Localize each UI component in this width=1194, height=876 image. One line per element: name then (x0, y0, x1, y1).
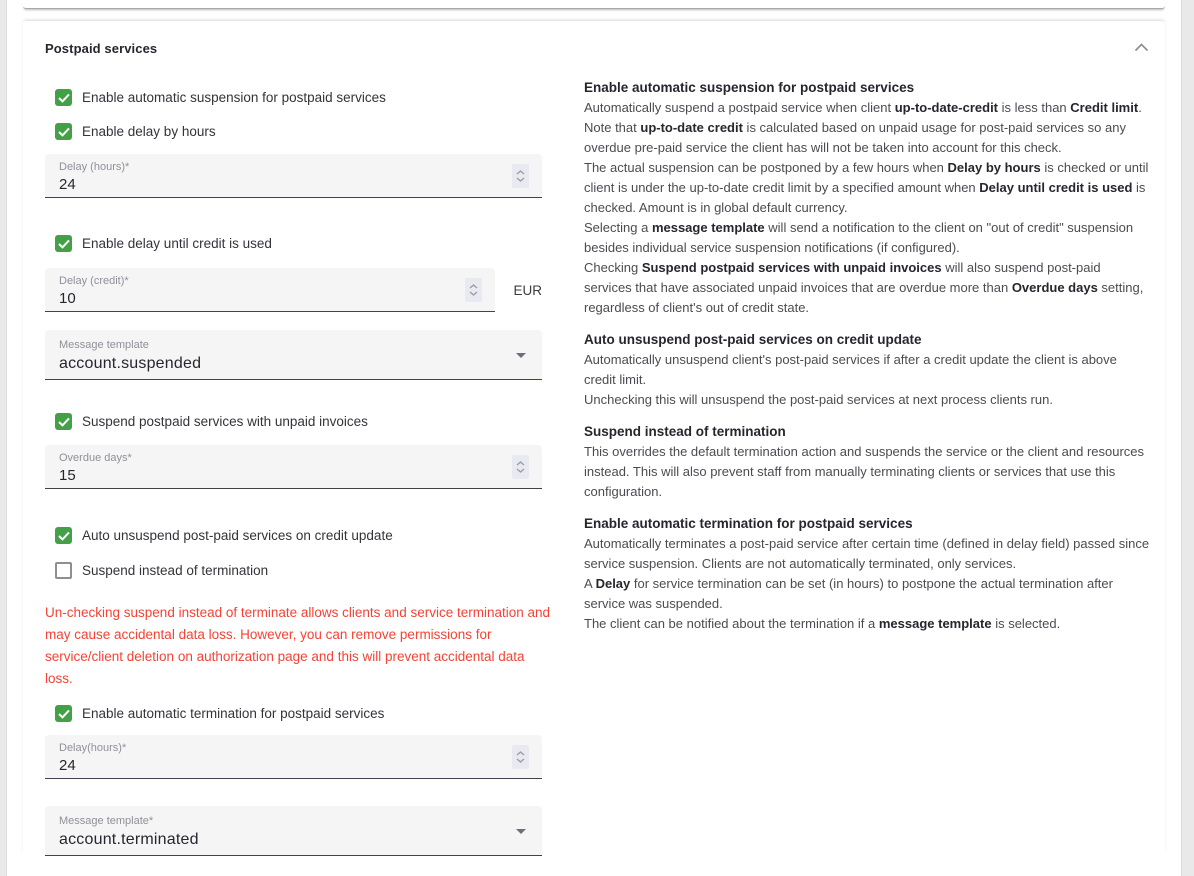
help-paragraph: The client can be notified about the termination if a message template is selected. (584, 616, 1061, 631)
number-stepper[interactable] (465, 278, 482, 302)
checkbox-enable-delay-by-hours[interactable] (45, 123, 542, 140)
checkbox-suspend-instead-of-termination[interactable] (45, 562, 542, 579)
checkbox-suspend-with-unpaid-invoices[interactable] (45, 413, 542, 430)
termination-delay-hours-field[interactable] (45, 735, 542, 779)
delay-hours-field[interactable] (45, 154, 542, 198)
checkbox-enable-auto-termination[interactable] (45, 705, 542, 722)
panel-header[interactable] (23, 21, 1165, 56)
help-paragraph: Checking Suspend postpaid services with unpaid invoices will also suspend post-paid services that have associated unpaid invoices that are overdue more than Overdue days setting, regardless of client's out of credit state. (584, 260, 1144, 315)
checkbox-label: Enable delay by hours (82, 124, 216, 139)
help-heading: Enable automatic termination for postpaid services (584, 516, 913, 531)
field-label: Overdue days* (59, 452, 132, 464)
panel-gap (7, 9, 1181, 21)
checkbox-label: Enable delay until credit is used (82, 236, 272, 251)
number-stepper[interactable] (512, 745, 529, 769)
help-paragraph: Selecting a message template will send a notification to the client on "out of credit" suspension besides individual service suspension notifications (if configured). (584, 220, 1134, 255)
help-heading: Suspend instead of termination (584, 424, 786, 439)
checkbox-label: Suspend instead of termination (82, 563, 269, 578)
panel-title: Postpaid services (45, 41, 158, 56)
field-label: Delay (credit)* (59, 275, 129, 287)
help-paragraph: A Delay for service termination can be set (in hours) to postpone the actual termination after service was suspended. (584, 576, 1113, 611)
checkbox-enable-auto-suspension[interactable] (45, 89, 542, 106)
checkmark-icon (58, 417, 70, 427)
select-value: account.terminated (59, 831, 199, 848)
chevron-up-icon (516, 751, 525, 756)
overdue-days-field[interactable] (45, 445, 542, 489)
select-label: Message template* (59, 815, 154, 827)
number-stepper[interactable] (512, 455, 529, 479)
checkbox-auto-unsuspend[interactable] (45, 527, 542, 544)
help-section-auto-suspension (584, 80, 1150, 318)
help-paragraph: Automatically unsuspend client's post-paid services if after a credit update the client is above credit limit. (584, 352, 1117, 387)
chevron-down-icon (516, 177, 525, 182)
message-template-suspend-select[interactable] (45, 330, 542, 380)
help-paragraph: The actual suspension can be postponed by a few hours when Delay by hours is checked or until client is under the up-to-date credit limit by a specified amount when Delay until credit is used is checked. Amount is in global default currency. (584, 160, 1149, 215)
checkmark-icon (58, 127, 70, 137)
help-paragraph: Automatically suspend a postpaid service when client up-to-date-credit is less than Credit limit. (584, 100, 1142, 115)
postpaid-services-panel (23, 21, 1165, 854)
checkbox-enable-delay-until-credit[interactable] (45, 235, 542, 252)
chevron-up-icon (516, 170, 525, 175)
help-section-auto-unsuspend (584, 332, 1150, 410)
termination-warning-text: Un-checking suspend instead of terminate allows clients and service termination and may cause accidental data loss. However, you can remove permissions for service/client deletion on authorization page and this will prevent accidental data loss. (45, 605, 551, 686)
help-heading: Auto unsuspend post-paid services on credit update (584, 332, 922, 347)
checkbox-icon[interactable] (55, 562, 72, 579)
checkbox-icon[interactable] (55, 235, 72, 252)
checkbox-icon[interactable] (55, 413, 72, 430)
help-section-suspend-instead (584, 424, 1150, 502)
message-template-terminate-select[interactable] (45, 806, 542, 856)
checkbox-icon[interactable] (55, 89, 72, 106)
field-value[interactable]: 10 (59, 290, 76, 307)
chevron-up-icon (1134, 39, 1149, 56)
collapse-panel-button[interactable] (1132, 41, 1151, 54)
help-paragraph: Note that up-to-date credit is calculated based on unpaid usage for post-paid services so any overdue pre-paid service the client has will not be taken into account for this check. (584, 120, 1126, 155)
checkmark-icon (58, 709, 70, 719)
chevron-down-icon (516, 468, 525, 473)
currency-label: EUR (513, 282, 542, 298)
field-value[interactable]: 24 (59, 757, 76, 774)
help-paragraph: This overrides the default termination action and suspends the service or the client and resources instead. This will also prevent staff from manually terminating clients or services that use this configuration. (584, 444, 1145, 499)
number-stepper[interactable] (512, 164, 529, 188)
help-paragraph: Automatically terminates a post-paid service after certain time (defined in delay field) passed since service suspension. Clients are not automatically terminated, only services. (584, 536, 1150, 571)
delay-credit-row (45, 268, 542, 312)
checkbox-icon[interactable] (55, 705, 72, 722)
checkbox-icon[interactable] (55, 527, 72, 544)
help-section-auto-termination (584, 516, 1150, 634)
help-heading: Enable automatic suspension for postpaid services (584, 80, 915, 95)
select-value: account.suspended (59, 355, 202, 372)
checkmark-icon (58, 239, 70, 249)
field-value[interactable]: 24 (59, 176, 76, 193)
field-value[interactable]: 15 (59, 467, 76, 484)
checkmark-icon (58, 93, 70, 103)
field-label: Delay(hours)* (59, 742, 127, 754)
collapsed-panel-divider (23, 0, 1165, 9)
panel-body (23, 80, 1165, 856)
settings-form (45, 89, 551, 856)
help-panel (584, 80, 1150, 856)
checkbox-label: Enable automatic termination for postpaid services (82, 706, 385, 721)
checkmark-icon (58, 531, 70, 541)
checkbox-label: Enable automatic suspension for postpaid services (82, 90, 386, 105)
settings-card (6, 0, 1182, 876)
checkbox-label: Auto unsuspend post-paid services on credit update (82, 528, 393, 543)
chevron-down-icon (469, 291, 478, 296)
checkbox-label: Suspend postpaid services with unpaid invoices (82, 414, 368, 429)
delay-credit-field[interactable] (45, 268, 495, 312)
chevron-down-icon (516, 758, 525, 763)
chevron-up-icon (516, 461, 525, 466)
checkbox-icon[interactable] (55, 123, 72, 140)
help-paragraph: Unchecking this will unsuspend the post-paid services at next process clients run. (584, 392, 1053, 407)
dropdown-arrow-icon (516, 353, 526, 358)
chevron-up-icon (469, 284, 478, 289)
dropdown-arrow-icon (516, 829, 526, 834)
field-label: Delay (hours)* (59, 161, 130, 173)
select-label: Message template (59, 339, 149, 351)
